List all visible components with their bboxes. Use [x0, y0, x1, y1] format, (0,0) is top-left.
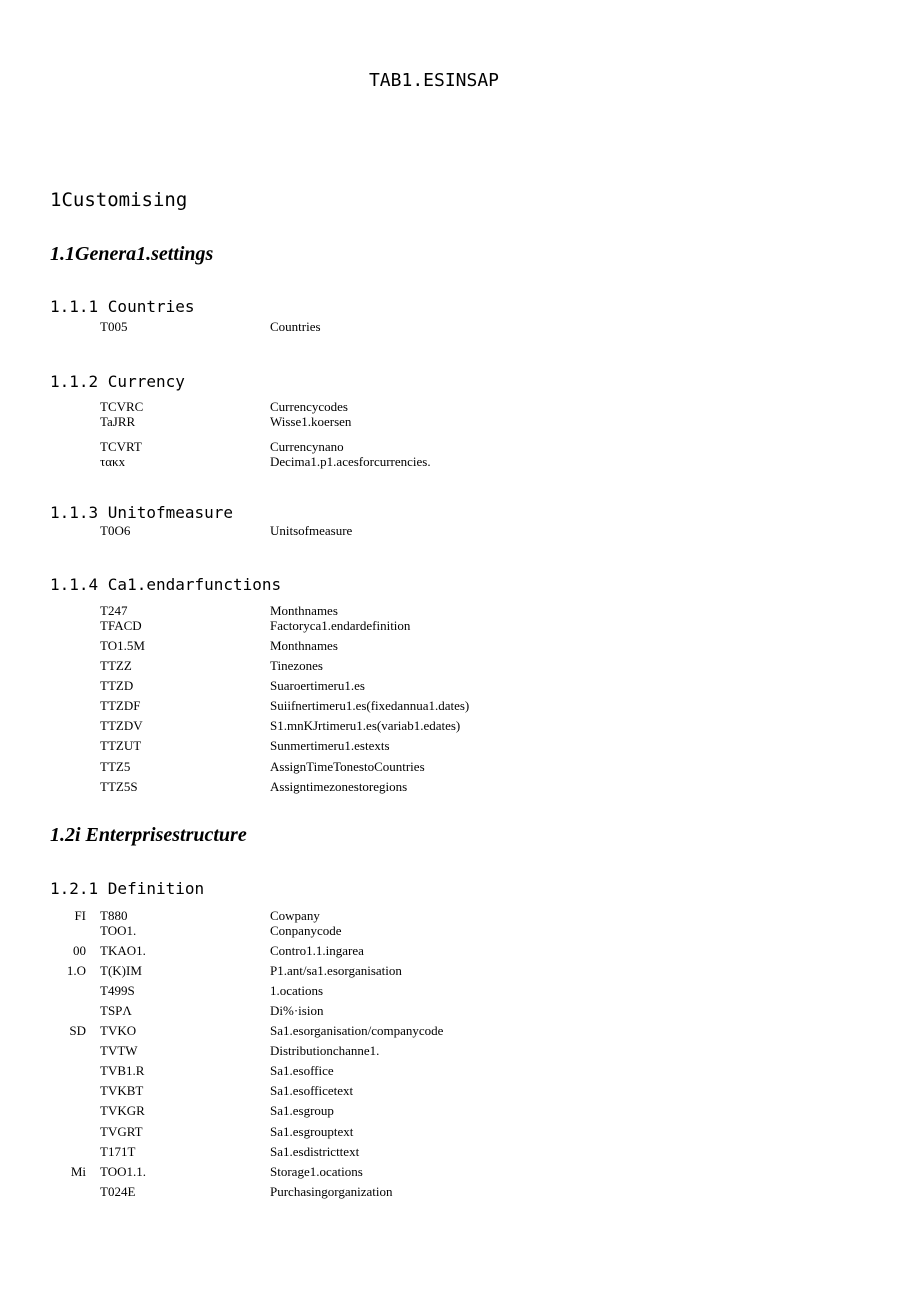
table-code: TFACD: [100, 618, 142, 633]
table-description: Sa1.esdistricttext: [270, 1144, 360, 1159]
table-description: Unitsofmeasure: [270, 523, 353, 538]
table-code: T247: [100, 603, 128, 618]
table-row: [0, 779, 920, 795]
table-code: TTZD: [100, 678, 134, 693]
table-row: [0, 1083, 920, 1099]
table-description: Distributionchanne1.: [270, 1043, 380, 1058]
table-code: T(K)IM: [100, 963, 142, 978]
subsection-heading-calendar: 1.1.4 Ca1.endarfunctions: [50, 575, 282, 594]
table-row: [0, 738, 920, 754]
table-row: [0, 698, 920, 714]
table-code: T499S: [100, 983, 135, 998]
table-code: TTZDF: [100, 698, 141, 713]
table-row: [0, 618, 920, 634]
module-label: SD: [69, 1023, 86, 1038]
table-description: Tinezones: [270, 658, 323, 673]
table-description: Sa1.esoffice: [270, 1063, 334, 1078]
table-code: TVTW: [100, 1043, 138, 1058]
subsection-heading-currency: 1.1.2 Currency: [50, 372, 185, 391]
table-code: TVKGR: [100, 1103, 145, 1118]
table-description: Wisse1.koersen: [270, 414, 352, 429]
table-code: T024E: [100, 1184, 136, 1199]
table-description: Contro1.1.ingarea: [270, 943, 364, 958]
section-heading-general: 1.1Genera1.settings: [50, 243, 214, 265]
table-code: TVGRT: [100, 1124, 143, 1139]
subsection-heading-countries: 1.1.1 Countries: [50, 297, 195, 316]
table-row: [0, 983, 920, 999]
table-row: [0, 399, 920, 415]
table-description: Purchasingorganization: [270, 1184, 393, 1199]
table-code: TKAO1.: [100, 943, 146, 958]
table-code: TVKO: [100, 1023, 137, 1038]
table-code: T171T: [100, 1144, 136, 1159]
table-description: P1.ant/sa1.esorganisation: [270, 963, 402, 978]
table-row: [0, 759, 920, 775]
table-description: Sa1.esorganisation/companycode: [270, 1023, 444, 1038]
table-description: Sa1.esgrouptext: [270, 1124, 354, 1139]
table-row: [0, 1063, 920, 1079]
table-row: [0, 1184, 920, 1200]
table-description: Sa1.esgroup: [270, 1103, 334, 1118]
table-code: TCVRC: [100, 399, 144, 414]
table-row: [0, 908, 920, 924]
section-heading-enterprise: 1.2i Enterprisestructure: [50, 824, 247, 846]
table-code: TaJRR: [100, 414, 136, 429]
table-description: 1.ocations: [270, 983, 324, 998]
table-code: TSPΛ: [100, 1003, 132, 1018]
document-title: TAB1.ESINSAP: [368, 70, 500, 91]
table-row: [0, 638, 920, 654]
table-row: [0, 658, 920, 674]
table-code: T880: [100, 908, 128, 923]
table-code: TCVRT: [100, 439, 142, 454]
table-description: Sa1.esofficetext: [270, 1083, 354, 1098]
table-row: [0, 943, 920, 959]
table-row: [0, 439, 920, 455]
table-code: TVB1.R: [100, 1063, 145, 1078]
table-code: TTZ5: [100, 759, 131, 774]
table-description: Assigntimezonestoregions: [270, 779, 408, 794]
table-description: Currencycodes: [270, 399, 348, 414]
table-code: TTZDV: [100, 718, 143, 733]
chapter-heading: 1Customising: [50, 189, 188, 211]
subsection-heading-definition: 1.2.1 Definition: [50, 879, 205, 898]
table-row: [0, 963, 920, 979]
table-description: Storage1.ocations: [270, 1164, 363, 1179]
table-code: TO1.5M: [100, 638, 145, 653]
table-description: Di%·ision: [270, 1003, 324, 1018]
table-description: Sunmertimeru1.estexts: [270, 738, 390, 753]
table-description: Currencynano: [270, 439, 344, 454]
table-description: Cowpany: [270, 908, 320, 923]
table-row: [0, 678, 920, 694]
table-row: [0, 1103, 920, 1119]
table-code: TVKBT: [100, 1083, 144, 1098]
table-description: Countries: [270, 319, 321, 334]
table-description: Suiifnertimeru1.es(fixedannua1.dates): [270, 698, 470, 713]
table-row: [0, 1003, 920, 1019]
table-code: T005: [100, 319, 128, 334]
table-description: S1.mnKJrtimeru1.es(variab1.edates): [270, 718, 461, 733]
table-description: Monthnames: [270, 638, 338, 653]
table-row: [0, 414, 920, 430]
table-code: τακx: [100, 454, 126, 469]
table-description: Decima1.p1.acesforcurrencies.: [270, 454, 431, 469]
table-row: [0, 523, 920, 539]
module-label: 00: [73, 943, 86, 958]
table-row: [0, 319, 920, 335]
table-row: [0, 1144, 920, 1160]
table-description: Conpanycode: [270, 923, 342, 938]
table-description: Factoryca1.endardefinition: [270, 618, 411, 633]
table-row: [0, 1023, 920, 1039]
table-description: Monthnames: [270, 603, 338, 618]
table-code: TOO1.: [100, 923, 137, 938]
table-row: [0, 1043, 920, 1059]
table-code: TOO1.1.: [100, 1164, 146, 1179]
table-row: [0, 923, 920, 939]
table-code: TTZZ: [100, 658, 132, 673]
module-label: 1.O: [66, 963, 86, 978]
module-label: FI: [74, 908, 86, 923]
table-row: [0, 1164, 920, 1180]
table-code: TTZUT: [100, 738, 142, 753]
table-description: Suaroertimeru1.es: [270, 678, 365, 693]
table-code: T0O6: [100, 523, 131, 538]
module-label: Mi: [70, 1164, 86, 1179]
table-row: [0, 718, 920, 734]
subsection-heading-units: 1.1.3 Unitofmeasure: [50, 503, 234, 522]
table-description: AssignTimeTonestoCountries: [270, 759, 425, 774]
table-row: [0, 454, 920, 470]
table-row: [0, 1124, 920, 1140]
table-code: TTZ5S: [100, 779, 138, 794]
table-row: [0, 603, 920, 619]
